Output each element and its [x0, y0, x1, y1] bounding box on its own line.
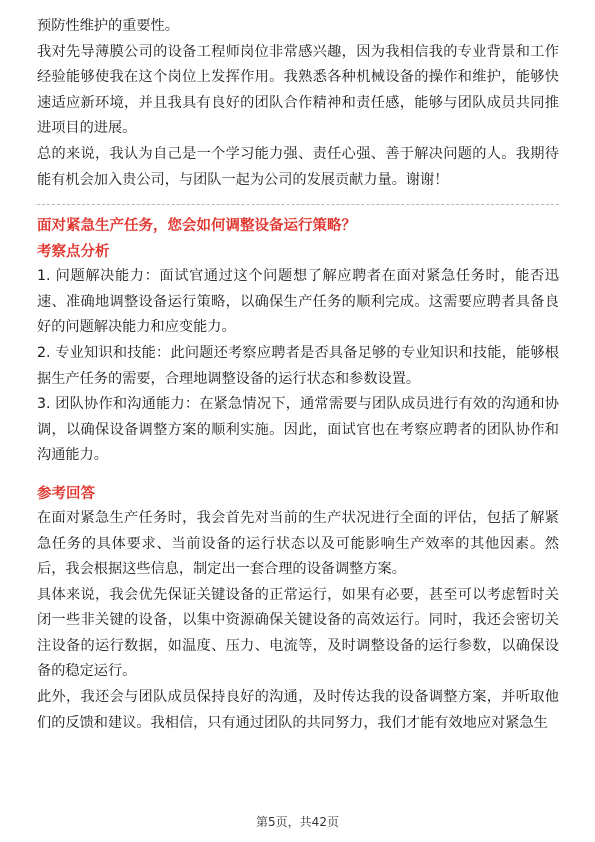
- page-content: [37, 14, 559, 736]
- question-title: 面对紧急生产任务，您会如何调整设备运行策略？: [37, 218, 356, 235]
- section-divider: [37, 204, 559, 205]
- analysis-item-2: 2. 专业知识和技能：此问题还考察应聘者是否具备足够的专业知识和技能，能够根据生产任务的需要，合理地调整设备的运行状态和参数设置。: [37, 344, 559, 387]
- answer-heading: 参考回答: [37, 485, 95, 502]
- analysis-heading: 考察点分析: [37, 244, 110, 261]
- answer-paragraph-1: 在面对紧急生产任务时，我会首先对当前的生产状况进行全面的评估，包括了解紧急任务的具体要求、当前设备的运行状态以及可能影响生产效率的其他因素。然后，我会根据这些信息，制定出一套合理的设备调整方案。: [37, 509, 559, 578]
- analysis-item-3: 3. 团队协作和沟通能力：在紧急情况下，通常需要与团队成员进行有效的沟通和协调，以确保设备调整方案的顺利实施。因此，面试官也在考察应聘者的团队协作和沟通能力。: [37, 396, 559, 464]
- intro-paragraph-3: 总的来说，我认为自己是一个学习能力强、责任心强、善于解决问题的人。我期待能有机会加入贵公司，与团队一起为公司的发展贡献力量。谢谢！: [37, 145, 559, 188]
- analysis-item-1: 1. 问题解决能力：面试官通过这个问题想了解应聘者在面对紧急任务时，能否迅速、准确地调整设备运行策略，以确保生产任务的顺利完成。这需要应聘者具备良好的问题解决能力和应变能力。: [37, 268, 559, 336]
- intro-paragraph-1: 预防性维护的重要性。: [37, 18, 179, 34]
- intro-paragraph-2: 我对先导薄膜公司的设备工程师岗位非常感兴趣，因为我相信我的专业背景和工作经验能够使我在这个岗位上发挥作用。我熟悉各种机械设备的操作和维护，能够快速适应新环境，并且我具有良好的团队合作精神和责任感，能够与团队成员共同推进项目的进展。: [37, 43, 559, 137]
- answer-paragraph-3: 此外，我还会与团队成员保持良好的沟通，及时传达我的设备调整方案，并听取他们的反馈和建议。我相信，只有通过团队的共同努力，我们才能有效地应对紧急生: [37, 689, 559, 731]
- answer-paragraph-2: 具体来说，我会优先保证关键设备的正常运行，如果有必要，甚至可以考虑暂时关闭一些非关键的设备，以集中资源确保关键设备的高效运行。同时，我还会密切关注设备的运行数据，如温度、压力、电流等，及时调整设备的运行参数，以确保设备的稳定运行。: [37, 586, 559, 680]
- page-number: 第5页，共42页: [256, 815, 339, 829]
